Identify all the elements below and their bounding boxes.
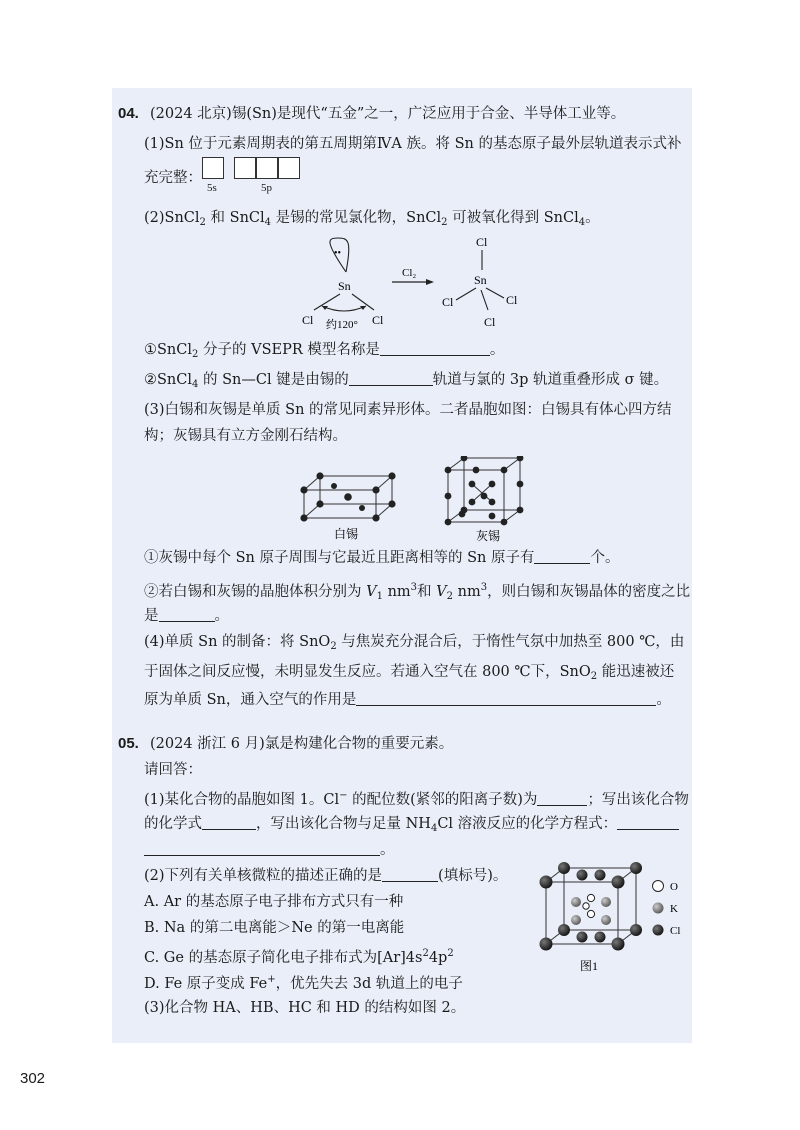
question-number-04: 04.	[118, 105, 139, 122]
answer-blank-coordination[interactable]	[537, 791, 587, 806]
figure-1-crystal-cell	[536, 862, 686, 978]
answer-blank-air-role[interactable]	[356, 691, 656, 706]
orbital-box-5p-1[interactable]	[234, 157, 256, 179]
orbital-box-5s[interactable]	[202, 157, 224, 179]
orbital-label-5p: 5p	[261, 182, 272, 194]
sncl2-to-sncl4-diagram	[290, 234, 550, 336]
gray-tin-cell	[448, 458, 520, 522]
tin-crystal-cells	[296, 456, 536, 542]
q05-stem: (2024 浙江 6 月)氯是构建化合物的重要元素。	[150, 736, 454, 752]
legend-k: K	[670, 903, 678, 915]
q04-stem: (2024 北京)锡(Sn)是现代“五金”之一，广泛应用于合金、半导体工业等。	[150, 106, 626, 122]
answer-blank-choice[interactable]	[382, 867, 438, 882]
sncl2-cl-right: Cl	[372, 313, 384, 327]
reagent-label: Cl₂	[402, 267, 417, 279]
sncl2-sn-label: Sn	[338, 279, 351, 293]
q04-part4-line3: 原为单质 Sn，通入空气的作用是 。	[144, 692, 671, 708]
q04-part3-q2-line2: 是 。	[144, 608, 229, 624]
orbital-box-5p-2[interactable]	[256, 157, 278, 179]
white-tin-label: 白锡	[334, 527, 359, 541]
option-b[interactable]: B. Na 的第二电离能＞Ne 的第一电离能	[144, 920, 405, 936]
q04-part4-line2: 于固体之间反应慢，未明显发生反应。若通入空气在 800 ℃下，SnO$_2$ 能迅速被还	[144, 664, 675, 682]
q05-part1-line2: 的化学式 ，写出该化合物与足量 $NH_4Cl$ 溶液反应的化学方程式：	[144, 814, 679, 839]
orbital-label-5s: 5s	[207, 182, 217, 194]
q04-part4-line1: (4)单质 Sn 的制备：将 SnO$_2$ 与焦炭充分混合后，于惰性气氛中加热至 800 ℃，由	[144, 634, 685, 652]
legend-o: O	[670, 881, 678, 893]
sncl4-sn-label: Sn	[474, 273, 487, 287]
sncl2-cl-left: Cl	[302, 313, 314, 327]
gray-tin-label: 灰锡	[476, 529, 501, 542]
answer-blank-vsepr[interactable]	[380, 341, 490, 356]
sncl4-cl-right: Cl	[506, 293, 518, 307]
q04-part1-line2: 充完整：	[144, 170, 202, 186]
q04-part3-q2-line1: ②若白锡和灰锡的晶胞体积分别为 $V_1$ $nm^3$和 $V_2$ $nm^3$，则白锡和灰锡晶体的密度之比	[144, 582, 691, 602]
q05-part2-line: (2)下列有关单核微粒的描述正确的是 (填标号)。	[144, 868, 508, 884]
answer-blank-formula[interactable]	[202, 815, 256, 830]
bond-angle-label: 约120°	[326, 319, 358, 331]
answer-blank-neighbors[interactable]	[534, 549, 590, 564]
sncl4-cl-left: Cl	[442, 295, 454, 309]
sncl4-cl-bottom: Cl	[484, 315, 496, 329]
answer-blank-density-ratio[interactable]	[159, 607, 215, 622]
lone-pair-dots: ••	[334, 248, 342, 259]
q04-part1-line1: (1)Sn 位于元素周期表的第五周期第ⅣA 族。将 Sn 的基态原子最外层轨道表示式补	[144, 136, 682, 152]
option-a[interactable]: A. Ar 的基态原子电子排布方式只有一种	[144, 894, 404, 910]
option-c[interactable]: C. Ge 的基态原子简化电子排布式为$[Ar]4s^24p^2$	[144, 948, 454, 966]
q04-part3-line1: (3)白锡和灰锡是单质 Sn 的常见同素异形体。二者晶胞如图：白锡具有体心四方结	[144, 402, 672, 418]
q04-part3-line2: 构；灰锡具有立方金刚石结构。	[144, 428, 347, 444]
q05-prompt: 请回答：	[144, 762, 202, 778]
q04-part2-q1: ①SnCl$_2$ 分子的 VSEPR 模型名称是 。	[144, 342, 505, 360]
answer-blank-orbital[interactable]	[349, 371, 433, 386]
q05-part1-line3: 。	[144, 840, 395, 860]
orbital-box-5p-3[interactable]	[278, 157, 300, 179]
q05-part3-line: (3)化合物 HA、HB、HC 和 HD 的结构如图 2。	[144, 1000, 466, 1016]
answer-blank-equation-cont[interactable]	[144, 841, 380, 856]
legend-cl: Cl	[670, 925, 681, 937]
figure-1-label: 图1	[580, 959, 599, 973]
question-number-05: 05.	[118, 735, 139, 752]
q05-part1-line1: (1)某化合物的晶胞如图 1。Cl− 的配位数(紧邻的阳离子数)为 ；写出该化合物	[144, 790, 689, 808]
page-number: 302	[20, 1070, 46, 1087]
answer-blank-equation[interactable]	[617, 815, 679, 830]
option-d[interactable]: D. Fe 原子变成 Fe+，优先失去 3d 轨道上的电子	[144, 974, 463, 992]
q04-part2-q2: ②SnCl$_4$ 的 Sn—Cl 键是由锡的 轨道与氯的 3p 轨道重叠形成 σ 键。	[144, 372, 669, 390]
q04-part2-line: (2)SnCl$_2$ 和 SnCl$_4$ 是锡的常见氯化物，SnCl$_2$ 可被氧化得到 SnCl$_4$。	[144, 210, 600, 228]
q04-part3-q1: ①灰锡中每个 Sn 原子周围与它最近且距离相等的 Sn 原子有 个。	[144, 550, 620, 566]
sncl4-cl-top: Cl	[476, 235, 488, 249]
